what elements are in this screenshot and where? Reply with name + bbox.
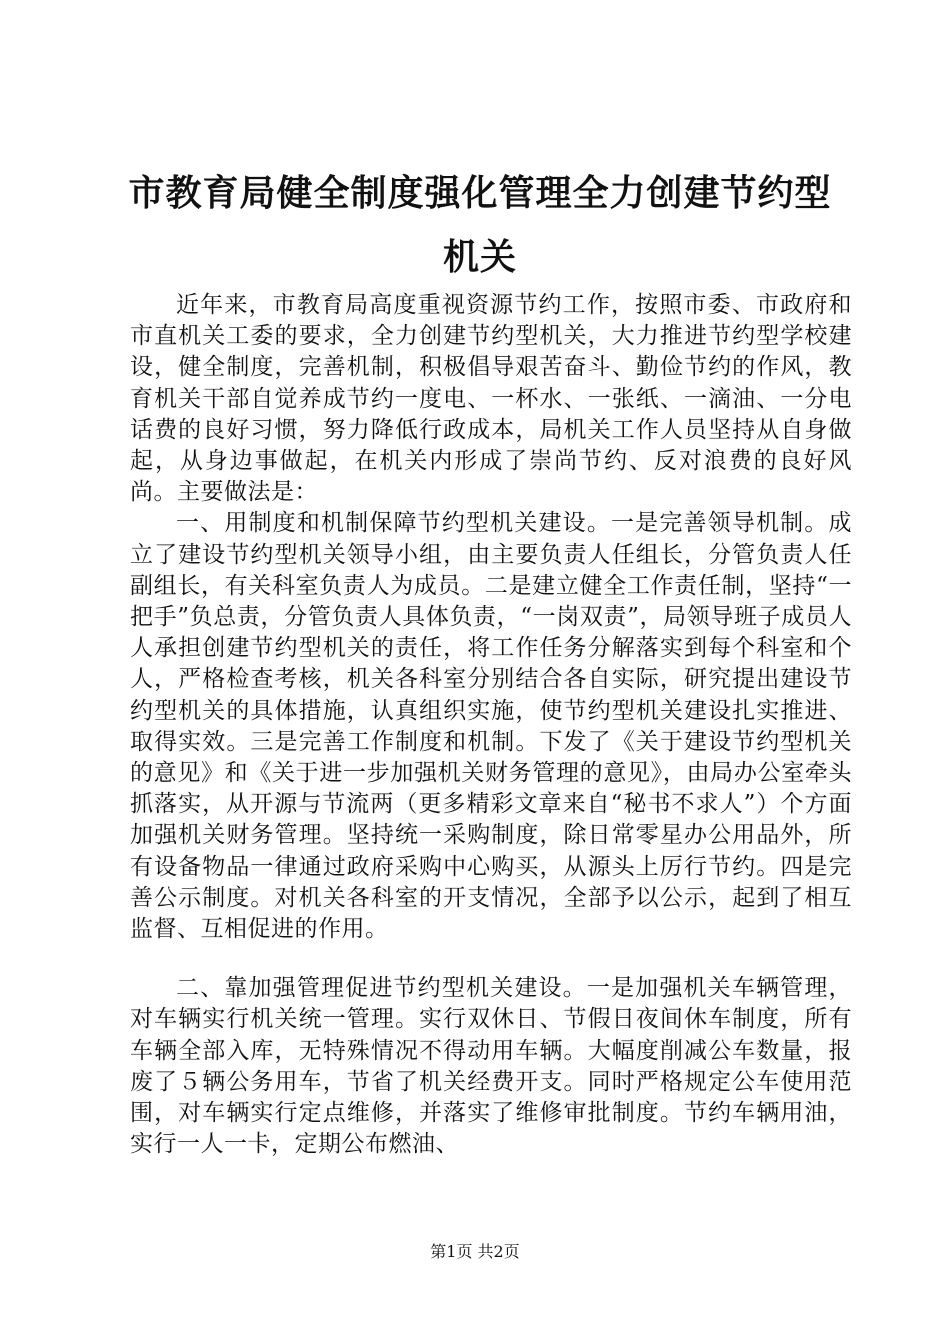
page-number-footer: 第1页 共2页 [430, 1242, 520, 1261]
paragraph-section-1: 一、用制度和机制保障节约型机关建设。一是完善领导机制。成立了建设节约型机关领导小组，由主要负责人任组长，分管负责人任副组长，有关科室负责人为成员。二是建立健全工作责任制，坚持“一把手”负总责，分管负责人具体负责，“一岗双责”，局领导班子成员人人承担创建节约型机关的责任，将工作任务分解落实到每个科室和个人，严格检查考核，机关各科室分别结合各自实际，研究提出建设节约型机关的具体措施，认真组织实施，使节约型机关建设扎实推进、取得实效。三是完善工作制度和机制。下发了《关于建设节约型机关的意见》和《关于进一步加强机关财务管理的意见》，由局办公室牵头抓落实，从开源与节流两（更多精彩文章来自“秘书不求人”）个方面加强机关财务管理。坚持统一采购制度，除日常零星办公用品外，所有设备物品一律通过政府采购中心购买，从源头上厉行节约。四是完善公示制度。对机关各科室的开支情况，全部予以公示，起到了相互监督、互相促进的作用。 [130, 510, 852, 943]
document-body [130, 290, 852, 1160]
paragraph-intro: 近年来，市教育局高度重视资源节约工作，按照市委、市政府和市直机关工委的要求，全力创建节约型机关，大力推进节约型学校建设，健全制度，完善机制，积极倡导艰苦奋斗、勤俭节约的作风，教育机关干部自觉养成节约一度电、一杯水、一张纸、一滴油、一分电话费的良好习惯，努力降低行政成本，局机关工作人员坚持从自身做起，从身边事做起，在机关内形成了崇尚节约、反对浪费的良好风尚。主要做法是： [130, 292, 852, 506]
paragraph-section-2: 二、靠加强管理促进节约型机关建设。一是加强机关车辆管理，对车辆实行机关统一管理。实行双休日、节假日夜间休车制度，所有车辆全部入库，无特殊情况不得动用车辆。大幅度削减公车数量，报废了５辆公务用车，节省了机关经费开支。同时严格规定公车使用范围，对车辆实行定点维修，并落实了维修审批制度。节约车辆用油，实行一人一卡，定期公布燃油、 [130, 975, 852, 1158]
document-title: 市教育局健全制度强化管理全力创建节约型机关 [128, 173, 832, 278]
